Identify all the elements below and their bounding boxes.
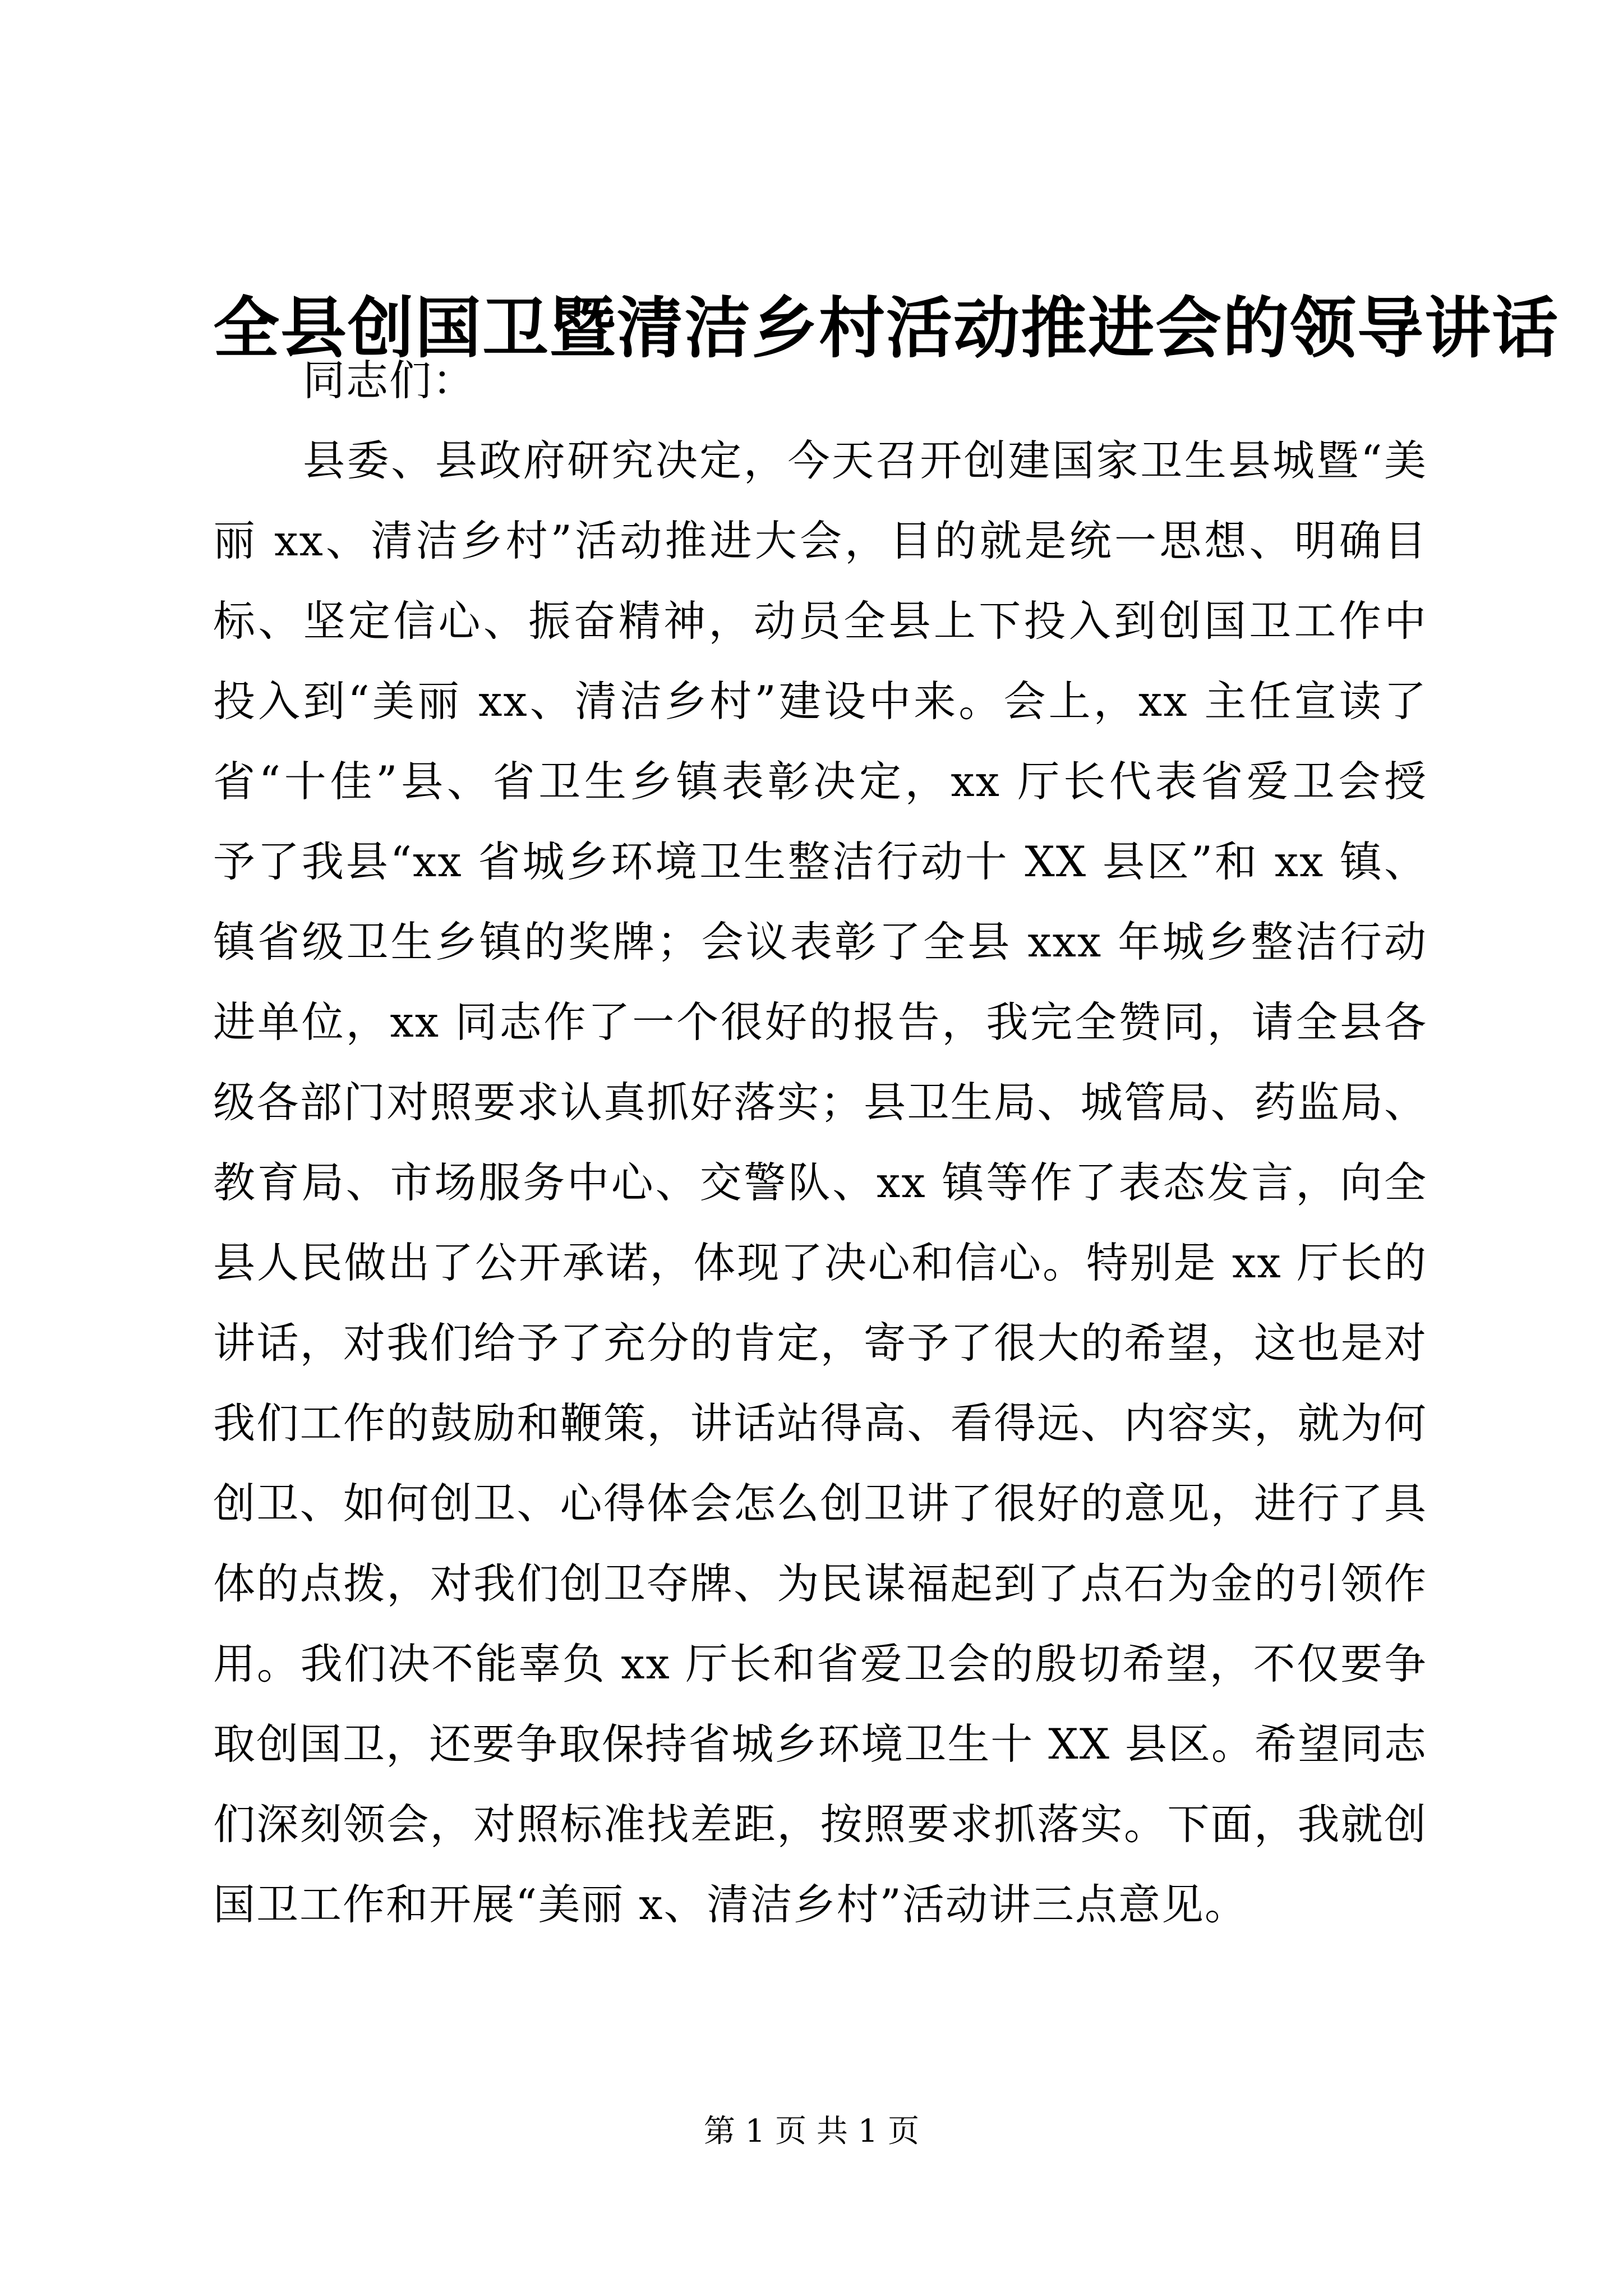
paragraph-line: 镇省级卫生乡镇的奖牌；会议表彰了全县 xxx 年城乡整洁行动 (213, 917, 1427, 967)
paragraph-line: 予了我县“xx 省城乡环境卫生整洁行动十 XX 县区”和 xx 镇、 (213, 837, 1427, 886)
paragraph-line: 丽 xx、清洁乡村”活动推进大会，目的就是统一思想、明确目 (213, 516, 1427, 565)
paragraph-line: 取创国卫，还要争取保持省城乡环境卫生十 XX 县区。希望同志 (213, 1719, 1427, 1769)
greeting-line: 同志们： (303, 356, 476, 405)
paragraph-line: 进单位，xx 同志作了一个很好的报告，我完全赞同，请全县各 (213, 997, 1427, 1047)
page-number-footer: 第 1 页 共 1 页 (703, 2113, 920, 2150)
paragraph-line: 教育局、市场服务中心、交警队、xx 镇等作了表态发言，向全 (213, 1158, 1427, 1207)
paragraph-line: 体的点拨，对我们创卫夺牌、为民谋福起到了点石为金的引领作 (213, 1559, 1427, 1608)
paragraph-line: 标、坚定信心、振奋精神，动员全县上下投入到创国卫工作中 (213, 596, 1427, 646)
paragraph-line: 我们工作的鼓励和鞭策，讲话站得高、看得远、内容实，就为何 (213, 1398, 1427, 1448)
document-title: 全县创国卫暨清洁乡村活动推进会的领导讲话 (213, 289, 1560, 367)
paragraph-line-last: 国卫工作和开展“美丽 x、清洁乡村”活动讲三点意见。 (213, 1880, 1248, 1929)
paragraph-line: 讲话，对我们给予了充分的肯定，寄予了很大的希望，这也是对 (213, 1318, 1427, 1368)
paragraph-line: 创卫、如何创卫、心得体会怎么创卫讲了很好的意见，进行了具 (213, 1479, 1427, 1528)
paragraph-line: 省“十佳”县、省卫生乡镇表彰决定，xx 厅长代表省爱卫会授 (213, 757, 1427, 806)
paragraph-line: 县委、县政府研究决定，今天召开创建国家卫生县城暨“美 (303, 436, 1427, 485)
paragraph-line: 们深刻领会，对照标准找差距，按照要求抓落实。下面，我就创 (213, 1800, 1427, 1849)
paragraph-line: 用。我们决不能辜负 xx 厅长和省爱卫会的殷切希望，不仅要争 (213, 1639, 1427, 1688)
paragraph-line: 县人民做出了公开承诺，体现了决心和信心。特别是 xx 厅长的 (213, 1238, 1427, 1287)
paragraph-line: 投入到“美丽 xx、清洁乡村”建设中来。会上，xx 主任宣读了 (213, 677, 1427, 726)
paragraph-line: 级各部门对照要求认真抓好落实；县卫生局、城管局、药监局、 (213, 1078, 1427, 1127)
